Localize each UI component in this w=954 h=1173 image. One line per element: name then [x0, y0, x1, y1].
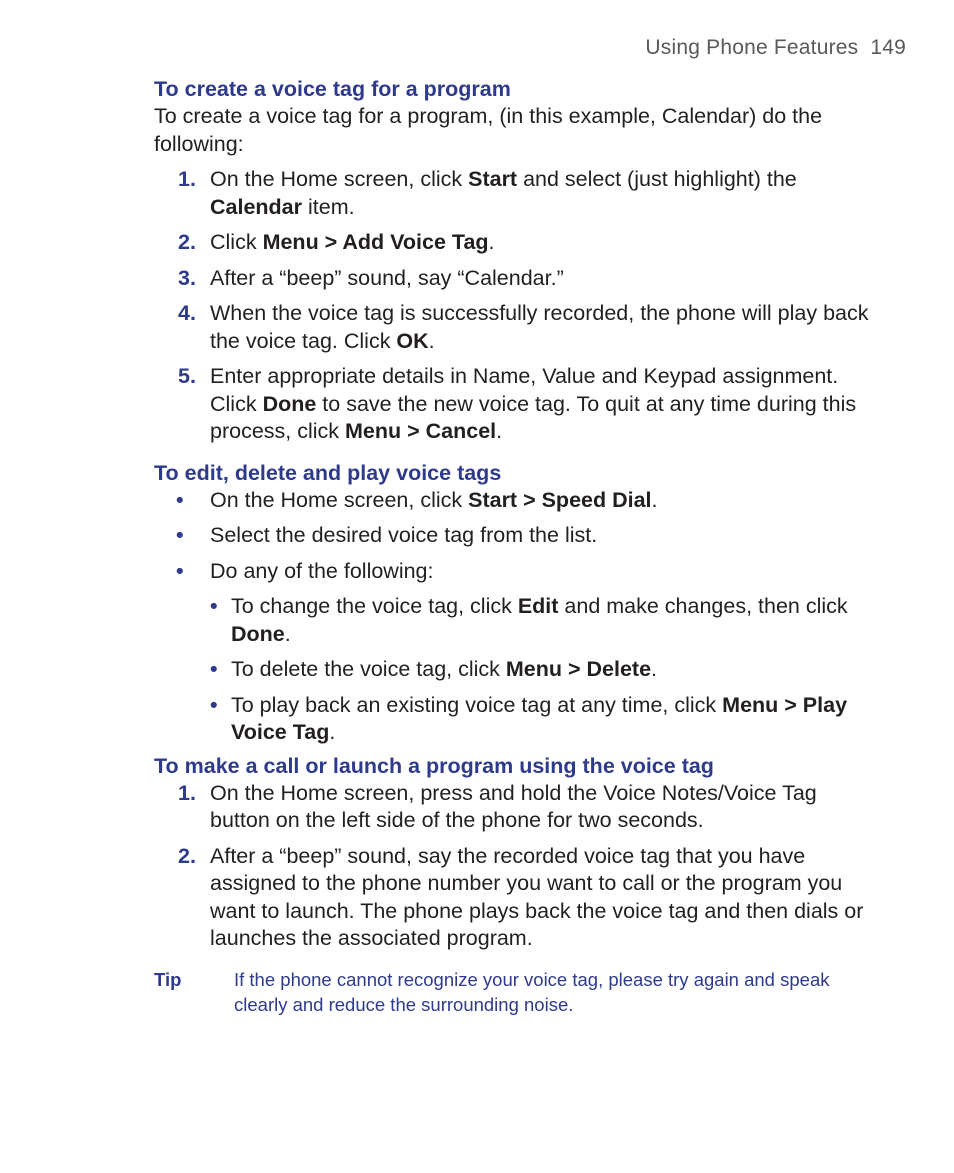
ui-term: Start > Speed Dial: [468, 487, 652, 512]
ui-term: Done: [231, 621, 285, 646]
step-text: .: [496, 419, 503, 443]
bullet-dot: •: [210, 594, 218, 618]
step-text: On the Home screen, click: [210, 167, 469, 191]
section-title: Using Phone Features: [645, 36, 859, 59]
step-text: to save the new voice tag. To quit at any time during this process, click: [210, 391, 857, 443]
ui-term: Edit: [517, 594, 559, 618]
ui-term: OK: [396, 328, 429, 353]
ui-term: Calendar: [210, 194, 303, 219]
step-item: [154, 363, 874, 446]
bullet-dot: •: [210, 657, 218, 681]
step-number: 1.: [178, 780, 196, 805]
step-number: 5.: [178, 364, 196, 388]
step-text: .: [488, 230, 495, 254]
bullet-text: .: [651, 487, 658, 512]
bullets-edit: [154, 487, 874, 747]
intro-paragraph: To create a voice tag for a program, (in this example, Calendar) do the following:: [154, 104, 823, 156]
bullet-text: .: [329, 720, 336, 744]
step-text: After a “beep” sound, say “Calendar.”: [210, 265, 564, 290]
section-heading-create: To create a voice tag for a program: [154, 77, 511, 101]
step-text: .: [428, 328, 435, 353]
step-item: [154, 300, 874, 355]
ui-term: Menu > Play Voice Tag: [231, 692, 848, 744]
bullet-item: [154, 558, 874, 586]
bullet-text: and make changes, then click: [558, 594, 848, 618]
bullet-dot: •: [176, 523, 184, 547]
bullet-dot: •: [176, 558, 184, 583]
step-number: 4.: [178, 301, 196, 325]
bullet-text: On the Home screen, click: [210, 487, 469, 512]
steps-create: [154, 166, 874, 446]
running-header: [645, 36, 906, 60]
bullet-text: Select the desired voice tag from the list.: [210, 523, 598, 547]
ui-term: Menu > Add Voice Tag: [262, 230, 489, 254]
step-item: [154, 166, 874, 221]
step-text: On the Home screen, press and hold the Voice Notes/Voice Tag button on the left side of the phone for two seconds.: [210, 780, 817, 832]
bullet-item: [154, 487, 874, 515]
ui-term: Menu > Cancel: [345, 419, 497, 443]
bullet-text: .: [651, 657, 658, 681]
bullet-dot: •: [210, 692, 218, 717]
page-number: 149: [870, 36, 906, 59]
tip-text: If the phone cannot recognize your voice tag, please try again and speak clearly and reduce the surrounding noise.: [234, 968, 830, 1015]
ui-term: Menu > Delete: [505, 657, 652, 681]
bullet-item: [154, 522, 874, 550]
sub-bullet-item: [154, 692, 874, 747]
step-text: Click: [210, 230, 263, 254]
step-number: 1.: [178, 167, 196, 191]
sub-bullet-item: [154, 593, 874, 648]
tip-label: Tip: [154, 968, 182, 990]
step-text: and select (just highlight) the: [517, 167, 797, 191]
bullet-text: To delete the voice tag, click: [231, 657, 506, 681]
bullet-text: Do any of the following:: [210, 558, 434, 583]
steps-call: [154, 780, 874, 953]
step-number: 2.: [178, 230, 196, 254]
bullet-dot: •: [176, 487, 184, 512]
step-text: item.: [302, 194, 355, 219]
tip-box: [154, 967, 874, 1017]
bullet-text: To change the voice tag, click: [231, 594, 518, 618]
step-text: When the voice tag is successfully recorded, the phone will play back the voice tag. Click: [210, 301, 869, 353]
page-content: [154, 76, 874, 1017]
step-item: [154, 265, 874, 293]
ui-term: Start: [468, 167, 518, 191]
step-item: [154, 843, 874, 953]
step-item: [154, 780, 874, 835]
step-text: Enter appropriate details in Name, Value and Keypad assignment. Click: [210, 364, 839, 416]
bullet-text: To play back an existing voice tag at any time, click: [231, 692, 723, 717]
section-heading-edit: To edit, delete and play voice tags: [154, 460, 502, 485]
ui-term: Done: [262, 391, 317, 416]
section-heading-call: To make a call or launch a program using the voice tag: [154, 753, 714, 778]
step-number: 3.: [178, 265, 196, 290]
bullet-text: .: [284, 621, 291, 646]
step-item: [154, 229, 874, 257]
step-number: 2.: [178, 843, 196, 868]
step-text: After a “beep” sound, say the recorded voice tag that you have assigned to the phone number you want to call or the program you want to launch. The phone plays back the voice tag and then dials or launches the associated program.: [210, 843, 864, 950]
sub-bullet-item: [154, 656, 874, 684]
